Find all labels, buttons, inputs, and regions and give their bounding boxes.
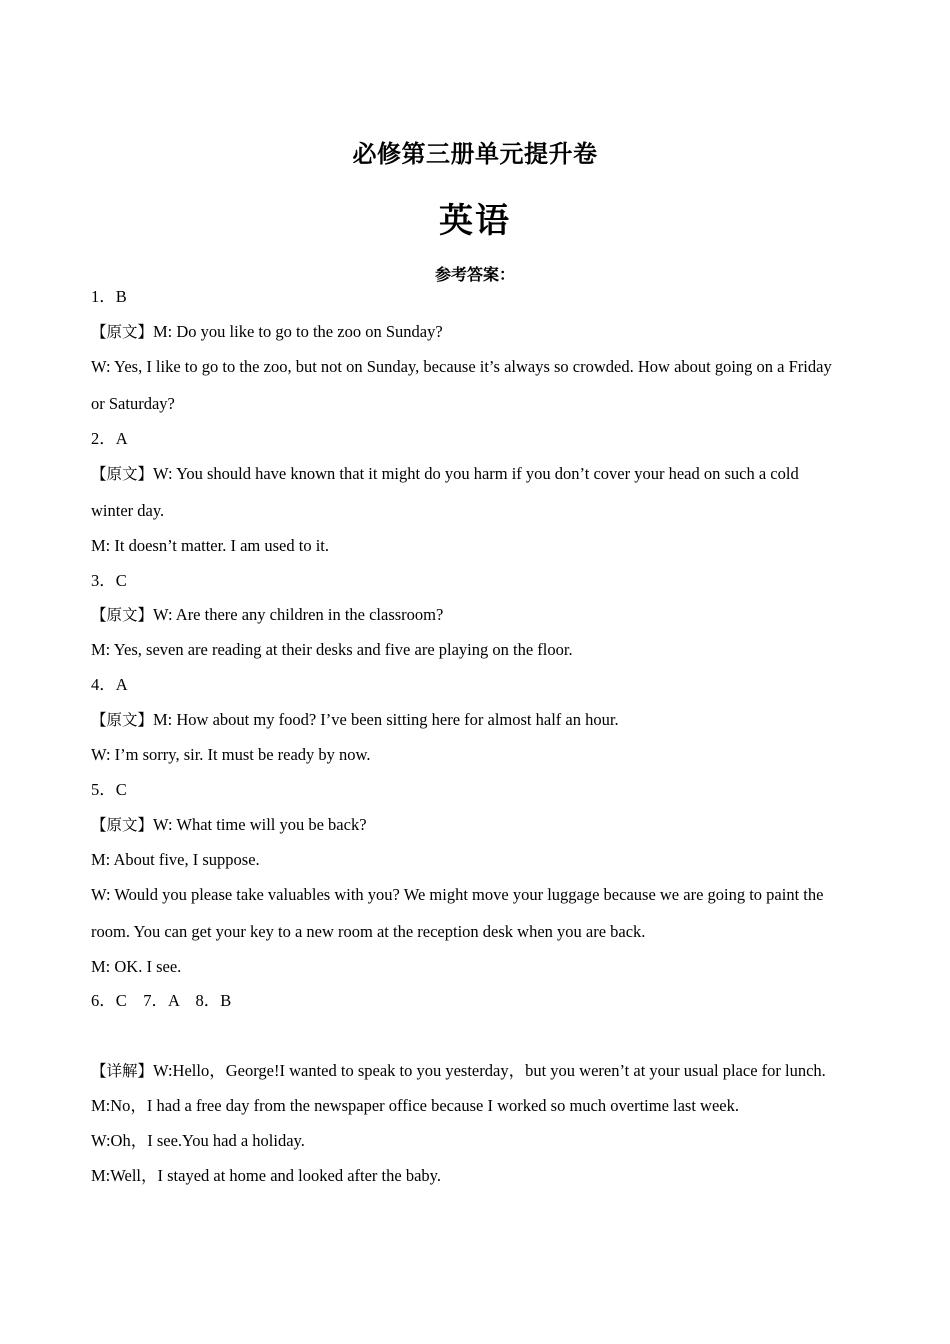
- transcript-line: or Saturday?: [91, 394, 175, 413]
- detail-line: M:No，I had a free day from the newspaper office because I worked so much overtime last week.: [91, 1096, 739, 1115]
- answer-4: 4．A: [91, 675, 128, 694]
- detail-line: [91, 1060, 861, 1082]
- answers-heading: 参考答案：: [434, 265, 515, 284]
- subject-title: 英语: [439, 201, 511, 241]
- transcript-line: W: I’m sorry, sir. It must be ready by now.: [91, 745, 371, 764]
- detail-line: W:Oh，I see.You had a holiday.: [91, 1131, 305, 1150]
- transcript-line: W: Would you please take valuables with you? We might move your luggage because we are going to paint the: [91, 885, 824, 904]
- transcript-line: M: About five, I suppose.: [91, 850, 260, 869]
- answers-6-8: 6．C 7．A 8．B: [91, 991, 232, 1010]
- transcript-line: [91, 463, 861, 485]
- answer-2: 2．A: [91, 429, 128, 448]
- answer-5: 5．C: [91, 780, 127, 799]
- transcript-text: W: What time will you be back?: [153, 815, 367, 834]
- transcript-text: W: Are there any children in the classroom?: [153, 605, 444, 624]
- transcript-line: [91, 321, 861, 343]
- original-tag: 【原文】: [91, 323, 154, 341]
- document-title: 必修第三册单元提升卷: [352, 140, 598, 168]
- transcript-text: W: You should have known that it might do you harm if you don’t cover your head on such a cold: [153, 464, 799, 483]
- transcript-line: [91, 709, 861, 731]
- original-tag: 【原文】: [91, 606, 154, 624]
- transcript-line: room. You can get your key to a new room at the reception desk when you are back.: [91, 922, 646, 941]
- transcript-line: [91, 604, 861, 626]
- answer-3: 3．C: [91, 571, 127, 590]
- transcript-line: winter day.: [91, 501, 165, 520]
- detail-tag: 【详解】: [91, 1062, 154, 1080]
- transcript-text: M: How about my food? I’ve been sitting here for almost half an hour.: [153, 710, 619, 729]
- transcript-line: M: OK. I see.: [91, 957, 182, 976]
- transcript-line: [91, 814, 861, 836]
- detail-line: M:Well，I stayed at home and looked after the baby.: [91, 1166, 441, 1185]
- original-tag: 【原文】: [91, 711, 154, 729]
- transcript-line: M: Yes, seven are reading at their desks and five are playing on the floor.: [91, 640, 573, 659]
- transcript-text: M: Do you like to go to the zoo on Sunday?: [153, 322, 443, 341]
- transcript-line: M: It doesn’t matter. I am used to it.: [91, 536, 329, 555]
- original-tag: 【原文】: [91, 465, 154, 483]
- transcript-line: W: Yes, I like to go to the zoo, but not on Sunday, because it’s always so crowded. How about going on a Friday: [91, 357, 832, 376]
- answer-1: 1．B: [91, 287, 127, 306]
- detail-text: W:Hello，George!I wanted to speak to you yesterday，but you weren’t at your usual place for lunch.: [153, 1061, 826, 1080]
- original-tag: 【原文】: [91, 816, 154, 834]
